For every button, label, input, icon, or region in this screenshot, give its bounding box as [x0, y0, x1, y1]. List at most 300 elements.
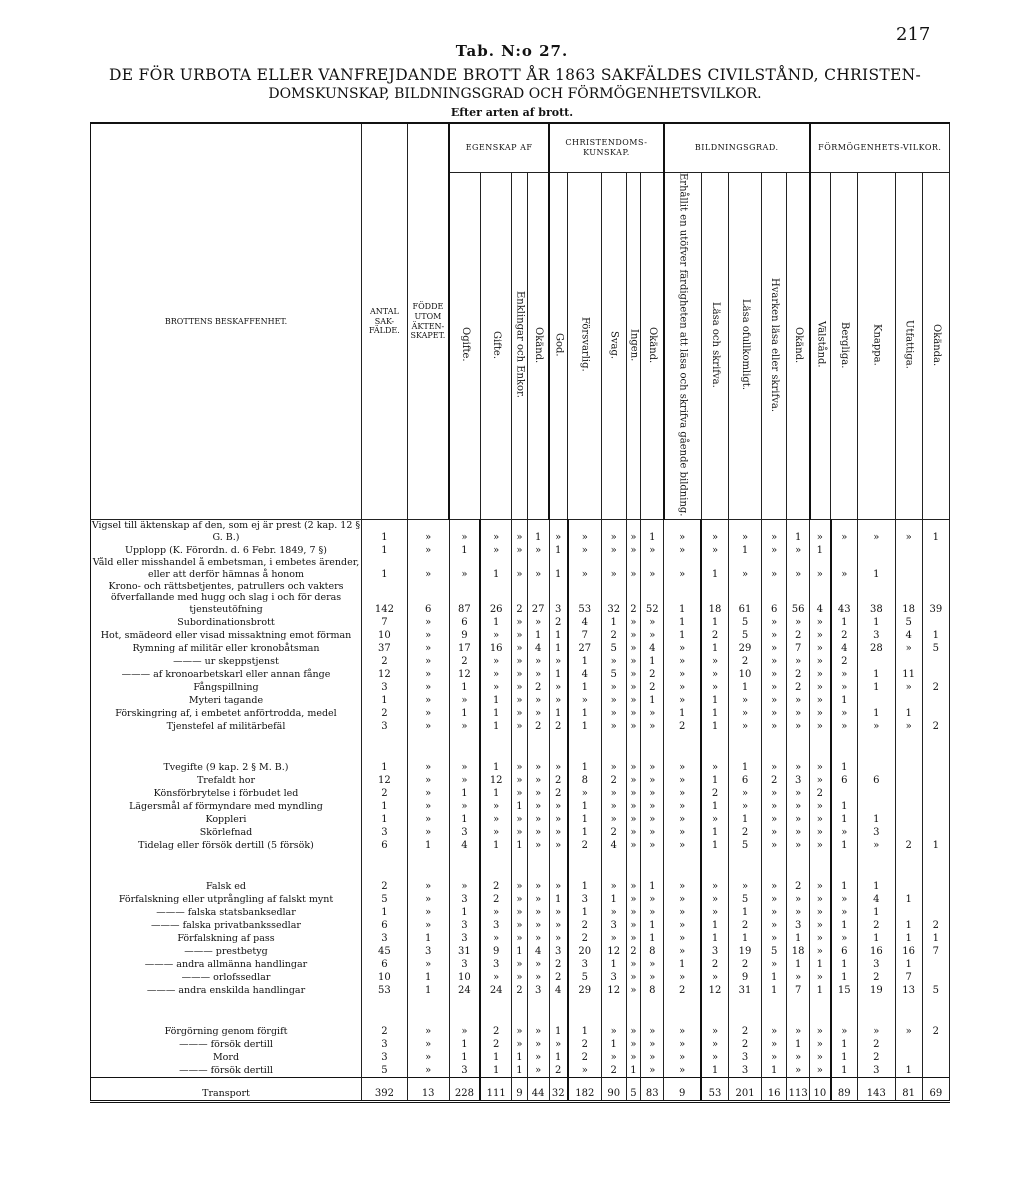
cell-value	[895, 1038, 922, 1051]
cell-value: »	[664, 1064, 702, 1078]
cell-value: 2	[361, 1025, 407, 1038]
table-row	[91, 520, 950, 544]
cell-value	[895, 906, 922, 919]
cell-value: 1	[480, 694, 511, 707]
cell-value: 5	[762, 945, 787, 958]
cell-value: »	[787, 906, 810, 919]
cell-value: »	[762, 694, 787, 707]
column-header-total: ANTAL SAK-FÄLDE.	[361, 123, 407, 520]
cell-value: 1	[831, 616, 858, 629]
table-row	[91, 642, 950, 655]
cell-value: 1	[512, 800, 528, 813]
cell-value: 9	[664, 1078, 702, 1102]
cell-value: »	[601, 787, 626, 800]
cell-value	[895, 826, 922, 839]
cell-value: »	[810, 707, 831, 720]
table-row	[91, 1051, 950, 1064]
cell-value: 3	[449, 958, 480, 971]
cell-value	[922, 694, 949, 707]
cell-value: 1	[701, 616, 728, 629]
cell-value: »	[480, 800, 511, 813]
cell-value: 32	[549, 1078, 568, 1102]
cell-value: »	[512, 787, 528, 800]
cell-value: »	[407, 642, 449, 655]
crime-label: Tvegifte (9 kap. 2 § M. B.)	[91, 761, 362, 774]
cell-value: »	[512, 616, 528, 629]
cell-value: »	[641, 1038, 664, 1051]
cell-value: 3	[449, 919, 480, 932]
cell-value: »	[512, 919, 528, 932]
cell-value: 69	[922, 1078, 949, 1102]
crime-label: ——— försök dertill	[91, 1064, 362, 1078]
cell-value: 56	[787, 581, 810, 617]
cell-value: 2	[858, 1051, 896, 1064]
column-header-born-out-of-wedlock: FÖDDE UTOM ÄKTEN-SKAPET.	[407, 123, 449, 520]
cell-value: 1	[664, 616, 702, 629]
cell-value: 1	[568, 880, 601, 893]
cell-value: 27	[568, 642, 601, 655]
page-title-line2: DOMSKUNSKAP, BILDNINGSGRAD OCH FÖRMÖGENHETSVILKOR.	[268, 86, 762, 102]
cell-value: »	[810, 919, 831, 932]
crime-label: Vigsel till äktenskap af den, som ej är prest (2 kap. 12 § G. B.)	[91, 520, 361, 543]
cell-value: »	[810, 668, 831, 681]
cell-value: 2	[480, 880, 511, 893]
cell-value: »	[810, 520, 831, 544]
cell-value: 1	[701, 800, 728, 813]
cell-value: 1	[664, 707, 702, 720]
cell-value: 4	[527, 945, 549, 958]
cell-value	[858, 761, 896, 774]
crime-label: Våld eller misshandel å embetsman, i embetes ärender, eller att derför hämnas å honom	[91, 557, 362, 581]
cell-value: 10	[810, 1078, 831, 1102]
cell-value: 4	[601, 839, 626, 852]
cell-value: »	[895, 720, 922, 733]
crime-label: Fångspillning	[91, 681, 362, 694]
cell-value: »	[549, 906, 568, 919]
cell-value: »	[626, 919, 641, 932]
cell-value: »	[626, 520, 641, 544]
cell-value: »	[664, 932, 702, 945]
cell-value: 3	[858, 1064, 896, 1078]
crime-label: Tidelag eller försök dertill (5 försök)	[91, 839, 362, 852]
cell-value: 6	[361, 919, 407, 932]
crime-label: Upplopp (K. Förordn. d. 6 Febr. 1849, 7 §)	[91, 544, 362, 557]
cell-value	[922, 906, 949, 919]
cell-value: 3	[361, 932, 407, 945]
cell-value: »	[762, 720, 787, 733]
cell-value: 24	[449, 984, 480, 997]
cell-value: »	[664, 880, 702, 893]
cell-value: 4	[858, 893, 896, 906]
cell-value: »	[449, 557, 480, 581]
cell-value: 5	[626, 1078, 641, 1102]
cell-value: 1	[858, 707, 896, 720]
cell-value: 1	[449, 1051, 480, 1064]
cell-value: »	[810, 1038, 831, 1051]
cell-value: »	[787, 707, 810, 720]
cell-value: »	[810, 1025, 831, 1038]
cell-value: »	[626, 681, 641, 694]
cell-value: »	[831, 826, 858, 839]
cell-value: »	[664, 787, 702, 800]
table-row	[91, 720, 950, 733]
cell-value: »	[512, 642, 528, 655]
cell-value: »	[407, 1038, 449, 1051]
cell-value: »	[480, 668, 511, 681]
crime-label: Rymning af militär eller kronobåtsman	[91, 642, 362, 655]
cell-value: »	[512, 1038, 528, 1051]
cell-value	[922, 800, 949, 813]
cell-value: 2	[641, 681, 664, 694]
cell-value: »	[601, 655, 626, 668]
cell-value: 31	[449, 945, 480, 958]
cell-value: 1	[787, 520, 810, 544]
cell-value: 6	[858, 774, 896, 787]
cell-value: »	[512, 655, 528, 668]
cell-value: 5	[922, 984, 949, 997]
cell-value: 2	[568, 932, 601, 945]
crime-label: ——— af kronoarbetskarl eller annan fånge	[91, 668, 362, 681]
cell-value: 8	[641, 945, 664, 958]
section-gap	[91, 997, 950, 1025]
cell-value: »	[728, 880, 761, 893]
cell-value: 2	[787, 681, 810, 694]
cell-value: »	[512, 681, 528, 694]
cell-value: 1	[449, 681, 480, 694]
cell-value: 1	[831, 694, 858, 707]
cell-value: 228	[449, 1078, 480, 1102]
cell-value: 1	[512, 1051, 528, 1064]
cell-value: »	[407, 958, 449, 971]
cell-value: 1	[728, 906, 761, 919]
cell-value: 1	[810, 958, 831, 971]
table-row	[91, 893, 950, 906]
cell-value: »	[728, 787, 761, 800]
table-row	[91, 774, 950, 787]
cell-value: »	[810, 1064, 831, 1078]
cell-value: 2	[858, 919, 896, 932]
cell-value: 1	[601, 616, 626, 629]
cell-value: 2	[361, 707, 407, 720]
cell-value: »	[512, 629, 528, 642]
cell-value: »	[601, 880, 626, 893]
cell-value: 81	[895, 1078, 922, 1102]
cell-value: »	[527, 1038, 549, 1051]
cell-value: 15	[831, 984, 858, 997]
table-row	[91, 668, 950, 681]
cell-value: 1	[512, 1064, 528, 1078]
cell-value: »	[701, 681, 728, 694]
cell-value: »	[858, 520, 896, 544]
cell-value: 3	[787, 774, 810, 787]
cell-value: »	[626, 984, 641, 997]
cell-value: 7	[787, 984, 810, 997]
cell-value: »	[626, 800, 641, 813]
cell-value: 3	[449, 893, 480, 906]
cell-value: »	[512, 893, 528, 906]
cell-value: »	[787, 839, 810, 852]
cell-value: »	[626, 655, 641, 668]
cell-value: »	[549, 761, 568, 774]
cell-value: »	[641, 1051, 664, 1064]
subheader-egenskap-1: Gifte.	[480, 173, 511, 520]
cell-value: 2	[601, 774, 626, 787]
cell-value: »	[831, 932, 858, 945]
cell-value: »	[787, 1064, 810, 1078]
cell-value: 2	[626, 945, 641, 958]
cell-value: »	[831, 893, 858, 906]
cell-value: 4	[568, 668, 601, 681]
cell-value: 2	[728, 1038, 761, 1051]
cell-value: 2	[549, 720, 568, 733]
cell-value: »	[664, 544, 702, 557]
cell-value: 1	[895, 958, 922, 971]
cell-value: 1	[568, 707, 601, 720]
cell-value	[895, 800, 922, 813]
cell-value: »	[601, 720, 626, 733]
crime-label: ——— prestbetyg	[91, 945, 362, 958]
cell-value: 1	[361, 761, 407, 774]
cell-value: »	[641, 1025, 664, 1038]
cell-value: »	[664, 520, 702, 544]
cell-value: »	[701, 813, 728, 826]
cell-value: 9	[480, 945, 511, 958]
cell-value: 28	[858, 642, 896, 655]
cell-value: »	[701, 893, 728, 906]
cell-value: »	[512, 544, 528, 557]
cell-value: »	[831, 668, 858, 681]
cell-value: 2	[858, 1038, 896, 1051]
cell-value: 2	[728, 655, 761, 668]
cell-value: 2	[549, 971, 568, 984]
cell-value: 1	[787, 932, 810, 945]
cell-value: »	[810, 694, 831, 707]
cell-value: 2	[527, 681, 549, 694]
cell-value: »	[762, 629, 787, 642]
cell-value: »	[810, 681, 831, 694]
cell-value: 1	[895, 1064, 922, 1078]
cell-value: 392	[361, 1078, 407, 1102]
crime-label: Trefaldt hor	[91, 774, 362, 787]
cell-value: 1	[480, 1051, 511, 1064]
cell-value: 1	[512, 839, 528, 852]
cell-value: »	[407, 557, 449, 581]
cell-value: »	[787, 1025, 810, 1038]
cell-value: »	[449, 1025, 480, 1038]
cell-value: »	[626, 720, 641, 733]
cell-value: »	[407, 880, 449, 893]
cell-value: »	[762, 813, 787, 826]
cell-value: »	[762, 1038, 787, 1051]
cell-value: 5	[922, 642, 949, 655]
cell-value: »	[810, 880, 831, 893]
cell-value: »	[626, 774, 641, 787]
cell-value: 39	[922, 581, 949, 617]
cell-value: 2	[361, 655, 407, 668]
cell-value: »	[527, 893, 549, 906]
table-number: Tab. N:o 27.	[455, 42, 569, 60]
cell-value: 1	[895, 932, 922, 945]
cell-value: »	[527, 544, 549, 557]
cell-value: »	[601, 694, 626, 707]
cell-value: »	[701, 971, 728, 984]
cell-value: »	[787, 557, 810, 581]
cell-value: »	[568, 557, 601, 581]
cell-value: 1	[549, 668, 568, 681]
cell-value: 1	[831, 800, 858, 813]
cell-value: 2	[664, 984, 702, 997]
cell-value: 5	[728, 839, 761, 852]
cell-value: 143	[858, 1078, 896, 1102]
cell-value: 10	[449, 971, 480, 984]
cell-value: »	[664, 919, 702, 932]
cell-value: »	[641, 557, 664, 581]
cell-value	[922, 668, 949, 681]
cell-value: 3	[361, 720, 407, 733]
cell-value: »	[810, 655, 831, 668]
cell-value	[922, 761, 949, 774]
table-row	[91, 581, 950, 617]
cell-value	[895, 880, 922, 893]
cell-value: 1	[407, 932, 449, 945]
cell-value: »	[601, 1051, 626, 1064]
cell-value: 29	[568, 984, 601, 997]
cell-value: 12	[480, 774, 511, 787]
cell-value: »	[449, 520, 480, 544]
cell-value	[895, 694, 922, 707]
cell-value: »	[810, 813, 831, 826]
cell-value: »	[701, 520, 728, 544]
cell-value: »	[527, 800, 549, 813]
cell-value: »	[762, 520, 787, 544]
cell-value	[895, 1051, 922, 1064]
cell-value: »	[831, 720, 858, 733]
cell-value: 1	[449, 707, 480, 720]
page-title-line1: DE FÖR URBOTA ELLER VANFREJDANDE BROTT ÅR 1863 SAKFÄLDES CIVILSTÅND, CHRISTEN-	[108, 66, 922, 84]
cell-value: »	[762, 906, 787, 919]
cell-value: »	[641, 958, 664, 971]
cell-value: »	[641, 906, 664, 919]
cell-value: 1	[407, 971, 449, 984]
cell-value: »	[512, 932, 528, 945]
table-row	[91, 945, 950, 958]
cell-value: »	[664, 839, 702, 852]
cell-value: 2	[549, 958, 568, 971]
cell-value: »	[407, 681, 449, 694]
subheader-formogenhet-4: Okända.	[922, 173, 949, 520]
cell-value: »	[626, 1025, 641, 1038]
cell-value: 1	[407, 984, 449, 997]
cell-value	[922, 813, 949, 826]
cell-value: »	[810, 557, 831, 581]
cell-value: 1	[858, 616, 896, 629]
crime-label: Falsk ed	[91, 880, 362, 893]
cell-value: 113	[787, 1078, 810, 1102]
cell-value: 1	[568, 1025, 601, 1038]
table-row	[91, 1064, 950, 1078]
cell-value: 1	[762, 984, 787, 997]
table-row	[91, 629, 950, 642]
crime-label: Förfalskning eller utprångling af falskt mynt	[91, 893, 362, 906]
cell-value: »	[527, 787, 549, 800]
cell-value: 1	[480, 787, 511, 800]
cell-value: 1	[361, 694, 407, 707]
cell-value: 1	[810, 984, 831, 997]
cell-value: »	[762, 655, 787, 668]
subheader-christendoms-1: Försvarlig.	[568, 173, 601, 520]
cell-value: 4	[527, 642, 549, 655]
cell-value: 3	[728, 1051, 761, 1064]
cell-value: 53	[568, 581, 601, 617]
cell-value: »	[601, 520, 626, 544]
column-header-crime: BROTTENS BESKAFFENHET.	[91, 123, 362, 520]
cell-value: »	[549, 655, 568, 668]
cell-value: 5	[601, 668, 626, 681]
subheader-bildning-0: Erhållit en utöfver färdigheten att läsa och skrifva gående bildning.	[664, 173, 702, 520]
cell-value: 1	[762, 1064, 787, 1078]
cell-value: »	[626, 707, 641, 720]
cell-value: »	[512, 761, 528, 774]
cell-value: »	[527, 1051, 549, 1064]
cell-value: 6	[831, 945, 858, 958]
cell-value: »	[407, 1025, 449, 1038]
cell-value: »	[810, 893, 831, 906]
cell-value: »	[626, 761, 641, 774]
cell-value: »	[787, 826, 810, 839]
cell-value: »	[549, 932, 568, 945]
cell-value: 11	[895, 668, 922, 681]
cell-value: 26	[480, 581, 511, 617]
cell-value: »	[762, 826, 787, 839]
cell-value: 5	[568, 971, 601, 984]
cell-value: 89	[831, 1078, 858, 1102]
cell-value: 3	[728, 1064, 761, 1078]
cell-value: »	[512, 668, 528, 681]
cell-value: 45	[361, 945, 407, 958]
cell-value: 4	[895, 629, 922, 642]
cell-value	[922, 544, 949, 557]
cell-value: »	[601, 761, 626, 774]
table-row	[91, 919, 950, 932]
cell-value: »	[787, 893, 810, 906]
cell-value: 1	[549, 642, 568, 655]
group-header-formogenhet: FÖRMÖGENHETS-VILKOR.	[810, 123, 950, 173]
cell-value: »	[626, 906, 641, 919]
cell-value: 3	[601, 971, 626, 984]
cell-value: »	[512, 813, 528, 826]
cell-value	[922, 557, 949, 581]
cell-value: 3	[549, 581, 568, 617]
cell-value: »	[787, 800, 810, 813]
cell-value: 182	[568, 1078, 601, 1102]
cell-value: »	[664, 668, 702, 681]
cell-value: »	[641, 629, 664, 642]
cell-value: 1	[701, 694, 728, 707]
cell-value: »	[762, 880, 787, 893]
cell-value: 1	[641, 919, 664, 932]
cell-value	[922, 774, 949, 787]
cell-value: »	[527, 707, 549, 720]
cell-value: »	[664, 681, 702, 694]
cell-value: 1	[858, 557, 896, 581]
cell-value: »	[407, 893, 449, 906]
cell-value: 1	[601, 1038, 626, 1051]
cell-value: 6	[407, 581, 449, 617]
subheader-bildning-2: Läsa ofullkomligt.	[728, 173, 761, 520]
transport-label: Transport	[91, 1078, 362, 1102]
crime-label: Hot, smädeord eller visad missaktning emot förman	[91, 629, 362, 642]
cell-value: »	[527, 880, 549, 893]
